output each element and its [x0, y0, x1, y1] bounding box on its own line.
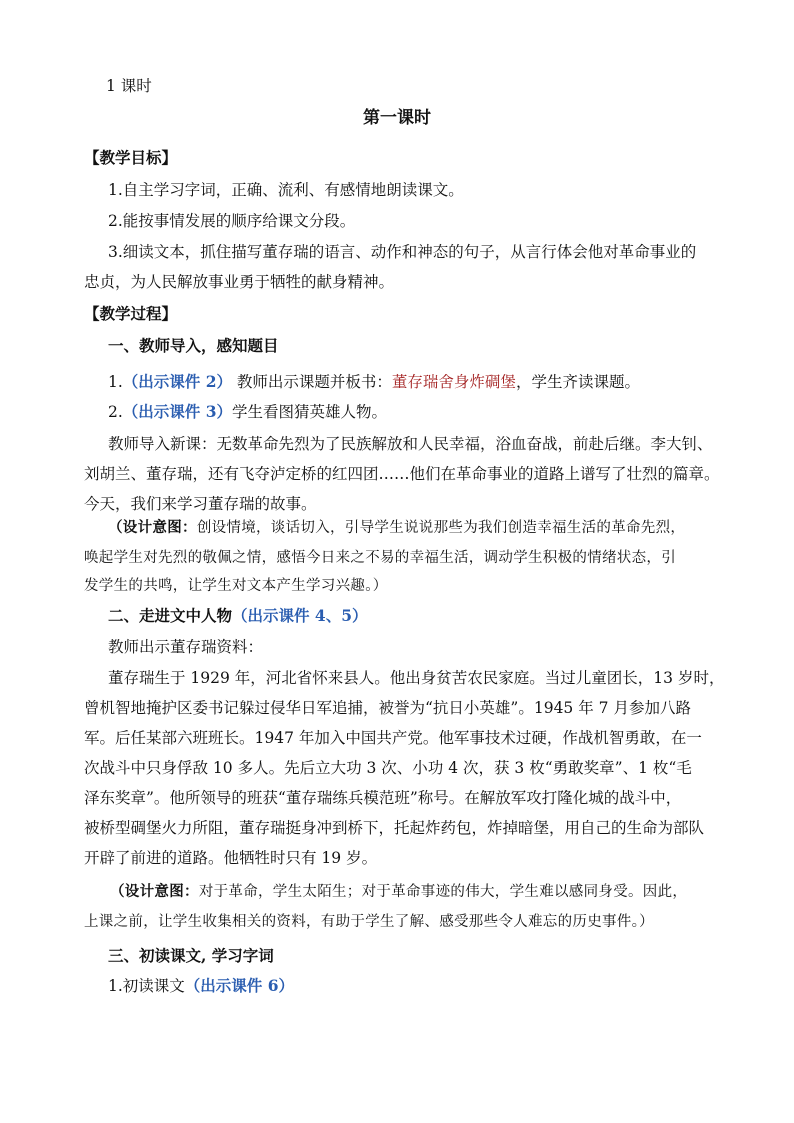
- goal-1: 1.自主学习字词，正确、流利、有感情地朗读课文。: [108, 181, 464, 199]
- courseware-tag: （出示课件 6）: [184, 976, 294, 995]
- lesson-title-highlight: 董存瑞舍身炸碉堡: [391, 373, 516, 391]
- section-2-title: 二、走进文中人物: [108, 606, 233, 625]
- step-1-text: 教师出示课题并板书：: [231, 373, 392, 391]
- goal-3-cont: 忠贞，为人民解放事业勇于牺牲的献身精神。: [84, 273, 395, 291]
- section-3-step-1: [108, 976, 294, 996]
- bio-line-3: 军。后任某部六班班长。1947 年加入中国共产党。他军事技术过硬，作战机智勇敢，在一: [84, 729, 702, 747]
- bio-lead: 教师出示董存瑞资料：: [108, 638, 264, 656]
- design-note-1-line-3: 发学生的共鸣，让学生对文本产生学习兴趣。）: [84, 578, 388, 594]
- courseware-tag: （出示课件 3）: [122, 402, 232, 421]
- intro-line-2: 刘胡兰、董存瑞，还有飞夺泸定桥的红四团……他们在革命事业的道路上谱写了壮烈的篇章。: [84, 465, 720, 483]
- design-note-1: [108, 518, 685, 538]
- class-hours: 1 课时: [106, 77, 152, 95]
- step-2: [108, 402, 387, 422]
- courseware-tag: （出示课件 4、5）: [232, 606, 368, 625]
- design-note-text: 对于革命，学生太陌生；对于革命事迹的伟大，学生难以感同身受。因此，: [198, 884, 688, 900]
- design-note-1-line-2: 唤起学生对先烈的敬佩之情，感悟今日来之不易的幸福生活，调动学生积极的情绪状态，引: [84, 550, 676, 566]
- step-2-number: 2.: [108, 403, 123, 421]
- bio-line-1: 董存瑞生于 1929 年，河北省怀来县人。他出身贫苦农民家庭。当过儿童团长，13 岁时，: [108, 669, 725, 687]
- page-title: 第一课时: [363, 108, 431, 128]
- section-2-heading: [108, 606, 367, 626]
- section-3-heading: 三、初读课文, 学习字词: [108, 946, 274, 965]
- bio-line-2: 曾机智地掩护区委书记躲过侵华日军追捕，被誉为“抗日小英雄”。1945 年 7 月参加八路: [84, 699, 691, 717]
- bio-line-4: 次战斗中只身俘敌 10 多人。先后立大功 3 次、小功 4 次，获 3 枚“勇敢奖章”、1 枚“毛: [84, 759, 692, 777]
- design-note-label: （设计意图：: [108, 519, 197, 536]
- goals-heading: 【教学目标】: [84, 148, 178, 167]
- bio-line-7: 开辟了前进的道路。他牺牲时只有 19 岁。: [84, 849, 378, 867]
- step-2-text: 学生看图猜英雄人物。: [231, 403, 387, 421]
- section-1-heading: 一、教师导入，感知题目: [108, 336, 279, 355]
- intro-line-3: 今天，我们来学习董存瑞的故事。: [84, 495, 317, 513]
- goal-3: 3.细读文本，抓住描写董存瑞的语言、动作和神态的句子，从言行体会他对革命事业的: [108, 243, 697, 261]
- step-1: [108, 372, 640, 392]
- courseware-tag: （出示课件 2）: [122, 372, 232, 391]
- design-note-label: （设计意图：: [110, 883, 199, 900]
- bio-line-5: 泽东奖章”。他所领导的班获“董存瑞练兵模范班”称号。在解放军攻打隆化城的战斗中，: [84, 789, 682, 807]
- intro-line-1: 教师导入新课：无数革命先烈为了民族解放和人民幸福，浴血奋战，前赴后继。李大钊、: [108, 435, 713, 453]
- step-1-end: ，学生齐读课题。: [515, 373, 640, 391]
- bio-line-6: 被桥型碉堡火力所阻，董存瑞挺身冲到桥下，托起炸药包，炸掉暗堡，用自己的生命为部队: [84, 819, 705, 837]
- design-note-text: 创设情境，谈话切入，引导学生说说那些为我们创造幸福生活的革命先烈，: [196, 520, 686, 536]
- section-3-step-1-text: 1.初读课文: [108, 977, 185, 995]
- design-note-2-line-2: 上课之前，让学生收集相关的资料，有助于学生了解、感受那些令人难忘的历史事件。）: [84, 914, 654, 930]
- design-note-2: [110, 882, 687, 902]
- step-1-number: 1.: [108, 373, 123, 391]
- goal-2: 2.能按事情发展的顺序给课文分段。: [108, 212, 356, 230]
- process-heading: 【教学过程】: [84, 304, 178, 323]
